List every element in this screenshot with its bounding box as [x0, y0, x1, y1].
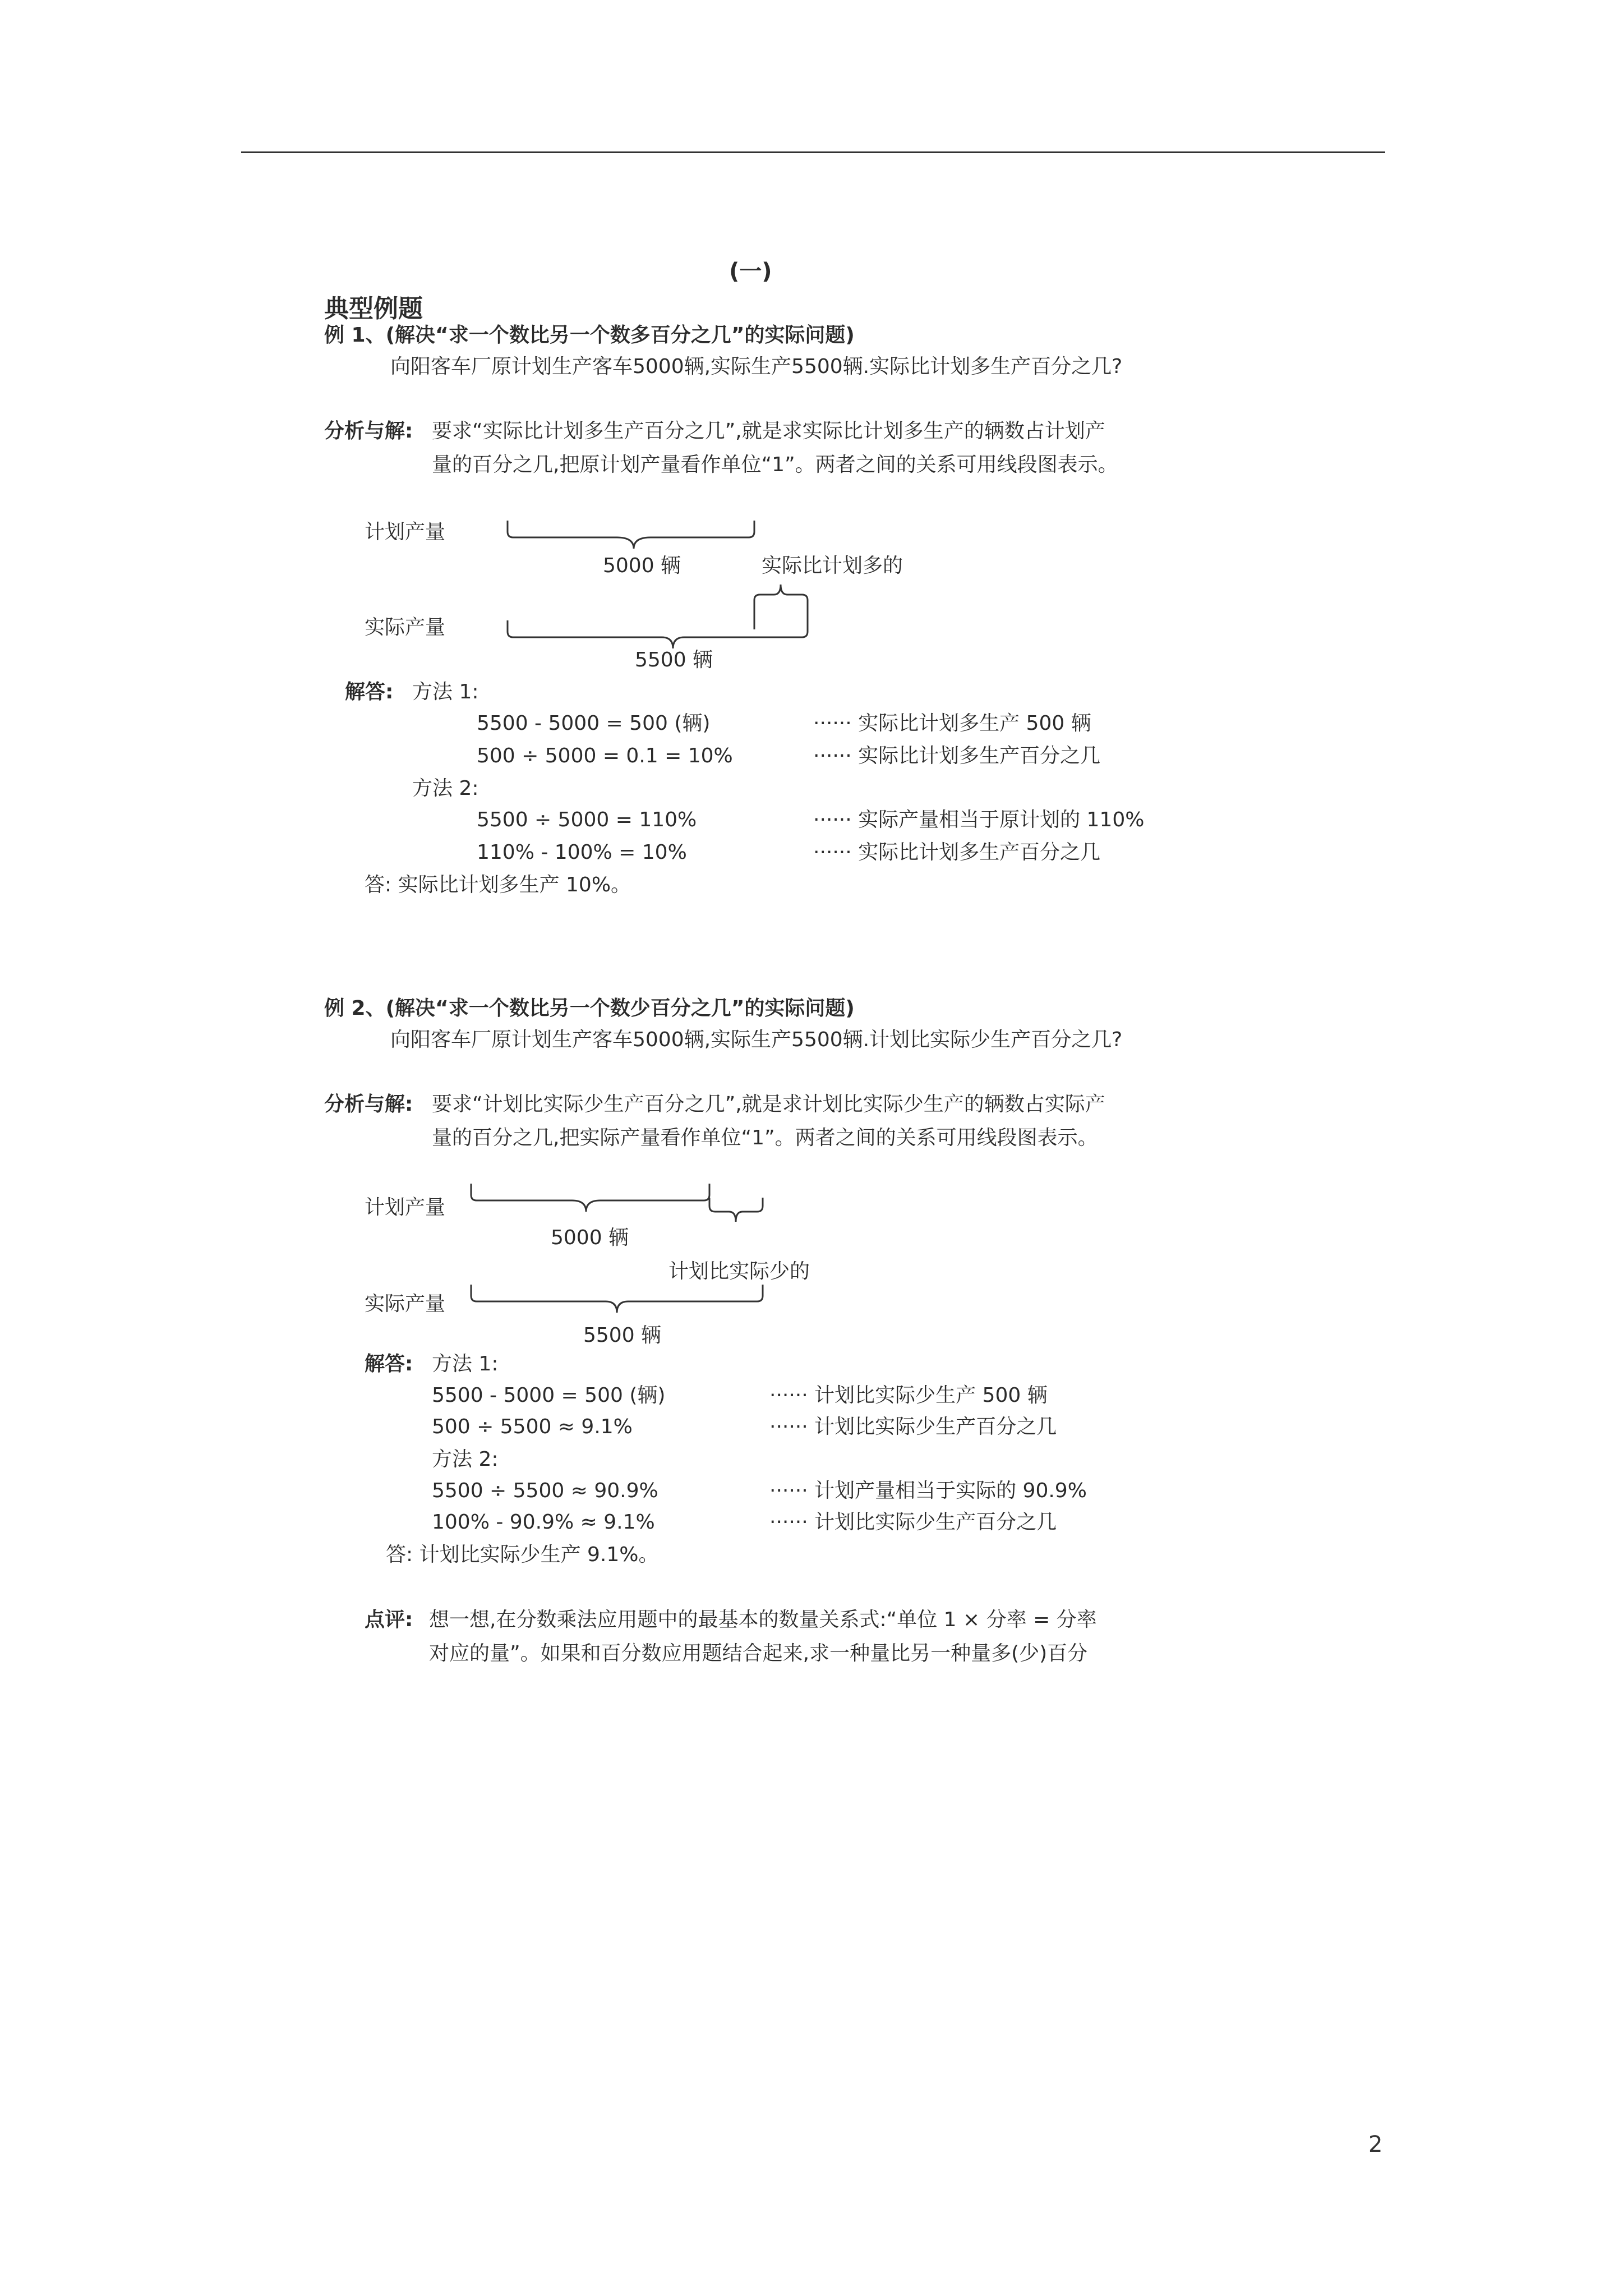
example2-title: 例 2、(解决“求一个数比另一个数少百分之几”的实际问题)	[324, 997, 855, 1020]
actual-value-2: 5500 辆	[583, 1324, 662, 1347]
ex1-m2-note1: ······ 实际产量相当于原计划的 110%	[813, 808, 1145, 831]
ex1-m1-note1: ······ 实际比计划多生产 500 辆	[813, 712, 1091, 735]
ex2-m1-line2: 500 ÷ 5500 ≈ 9.1%	[432, 1415, 633, 1438]
planned-value: 5000 辆	[603, 554, 681, 577]
example1-analysis-label: 分析与解:	[324, 420, 413, 443]
example2-analysis-label: 分析与解:	[324, 1093, 413, 1116]
example1-solution-label: 解答:	[345, 680, 394, 703]
example1-title: 例 1、(解决“求一个数比另一个数多百分之几”的实际问题)	[324, 324, 855, 347]
ex2-m2-note2: ······ 计划比实际少生产百分之几	[769, 1511, 1057, 1534]
less-bracket-2	[709, 1198, 763, 1222]
ex2-m1-note2: ······ 计划比实际少生产百分之几	[769, 1415, 1057, 1438]
example2-analysis-line2: 量的百分之几,把实际产量看作单位“1”。两者之间的关系可用线段图表示。	[432, 1126, 1098, 1149]
example2-method2: 方法 2:	[432, 1448, 499, 1471]
actual-label-2: 实际产量	[365, 1292, 446, 1315]
example1-analysis-line2: 量的百分之几,把原计划产量看作单位“1”。两者之间的关系可用线段图表示。	[432, 453, 1118, 476]
ex2-m1-note1: ······ 计划比实际少生产 500 辆	[769, 1384, 1048, 1407]
actual-label: 实际产量	[365, 616, 446, 639]
planned-label: 计划产量	[365, 521, 446, 544]
ex2-m2-line1: 5500 ÷ 5500 ≈ 90.9%	[432, 1479, 658, 1502]
ex1-m1-line1: 5500 - 5000 = 500 (辆)	[477, 712, 711, 735]
example2-method1: 方法 1:	[432, 1352, 499, 1375]
ex1-m1-line2: 500 ÷ 5000 = 0.1 = 10%	[477, 744, 733, 767]
page-number: 2	[1368, 2132, 1383, 2157]
ex2-m2-line2: 100% - 90.9% ≈ 9.1%	[432, 1511, 655, 1534]
comment-label: 点评:	[365, 1608, 413, 1631]
planned-bracket-2	[471, 1184, 709, 1212]
actual-bracket-2	[471, 1285, 763, 1313]
example1-problem: 向阳客车厂原计划生产客车5000辆,实际生产5500辆.实际比计划多生产百分之几?	[390, 355, 1123, 378]
example2-solution-label: 解答:	[365, 1352, 413, 1375]
example1-method1: 方法 1:	[412, 680, 479, 703]
ex1-m2-line1: 5500 ÷ 5000 = 110%	[477, 808, 697, 831]
example1-method2: 方法 2:	[412, 777, 479, 800]
planned-value-2: 5000 辆	[551, 1226, 629, 1249]
ex2-m2-note1: ······ 计划产量相当于实际的 90.9%	[769, 1479, 1087, 1502]
comment-line1: 想一想,在分数乘法应用题中的最基本的数量关系式:“单位 1 × 分率 = 分率	[429, 1608, 1097, 1631]
extra-label: 实际比计划多的	[762, 554, 903, 577]
comment-line2: 对应的量”。如果和百分数应用题结合起来,求一种量比另一种量多(少)百分	[429, 1642, 1088, 1665]
example2-problem: 向阳客车厂原计划生产客车5000辆,实际生产5500辆.计划比实际少生产百分之几?	[390, 1028, 1123, 1051]
ex1-m2-note2: ······ 实际比计划多生产百分之几	[813, 841, 1101, 864]
less-label: 计划比实际少的	[668, 1260, 810, 1283]
planned-label-2: 计划产量	[365, 1196, 446, 1219]
section-title: 典型例题	[324, 295, 423, 323]
ex2-m1-line1: 5500 - 5000 = 500 (辆)	[432, 1384, 666, 1407]
example2-answer: 答: 计划比实际少生产 9.1%。	[386, 1543, 659, 1566]
section-heading: (一)	[729, 259, 772, 284]
ex1-m1-note2: ······ 实际比计划多生产百分之几	[813, 744, 1101, 767]
example2-analysis-line1: 要求“计划比实际少生产百分之几”,就是求计划比实际少生产的辆数占实际产	[432, 1093, 1105, 1116]
ex1-m2-line2: 110% - 100% = 10%	[477, 841, 687, 864]
example1-answer: 答: 实际比计划多生产 10%。	[365, 873, 631, 896]
actual-value: 5500 辆	[635, 648, 713, 671]
example1-analysis-line1: 要求“实际比计划多生产百分之几”,就是求实际比计划多生产的辆数占计划产	[432, 420, 1105, 443]
